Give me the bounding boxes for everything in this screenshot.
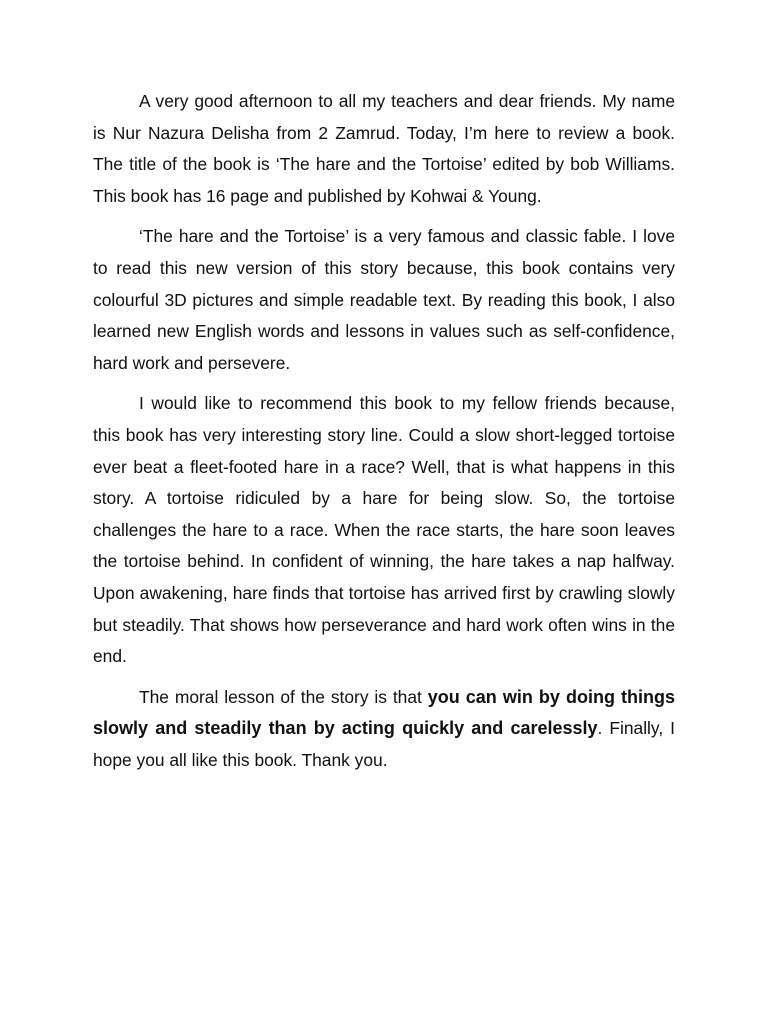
moral-lead-in-text: The moral lesson of the story is that <box>139 686 428 707</box>
closing-text: . Finally, I hope you all like this book. Thank you. <box>93 718 675 770</box>
paragraph-story-summary: I would like to recommend this book to my fellow friends because, this book has very interesting story line. Could a slow short-legged tortoise ever beat a fleet-footed hare in a race? Well, that is what happens in this story. A tortoise ridiculed by a hare for being slow. So, the tortoise challenges the hare to a race. When the race starts, the hare soon leaves the tortoise behind. In confident of winning, the hare takes a nap halfway. Upon awakening, hare finds that tortoise has arrived first by crawling slowly but steadily. That shows how perseverance and hard work often wins in the end. <box>93 393 675 667</box>
paragraph-moral-lesson <box>93 682 675 777</box>
paragraph-book-description: ‘The hare and the Tortoise’ is a very famous and classic fable. I love to read this new version of this story because, this book contains very colourful 3D pictures and simple readable text. By reading this book, I also learned new English words and lessons in values such as self-confidence, hard work and persevere. <box>93 226 675 373</box>
paragraph-introduction: A very good afternoon to all my teachers and dear friends. My name is Nur Nazura Delisha from 2 Zamrud. Today, I’m here to review a book. The title of the book is ‘The hare and the Tortoise’ edited by bob Williams. This book has 16 page and published by Kohwai & Young. <box>93 91 675 206</box>
book-review-body <box>93 86 675 785</box>
moral-lesson-bold-text: you can win by doing things slowly and steadily than by acting quickly and carelessly <box>93 686 675 739</box>
